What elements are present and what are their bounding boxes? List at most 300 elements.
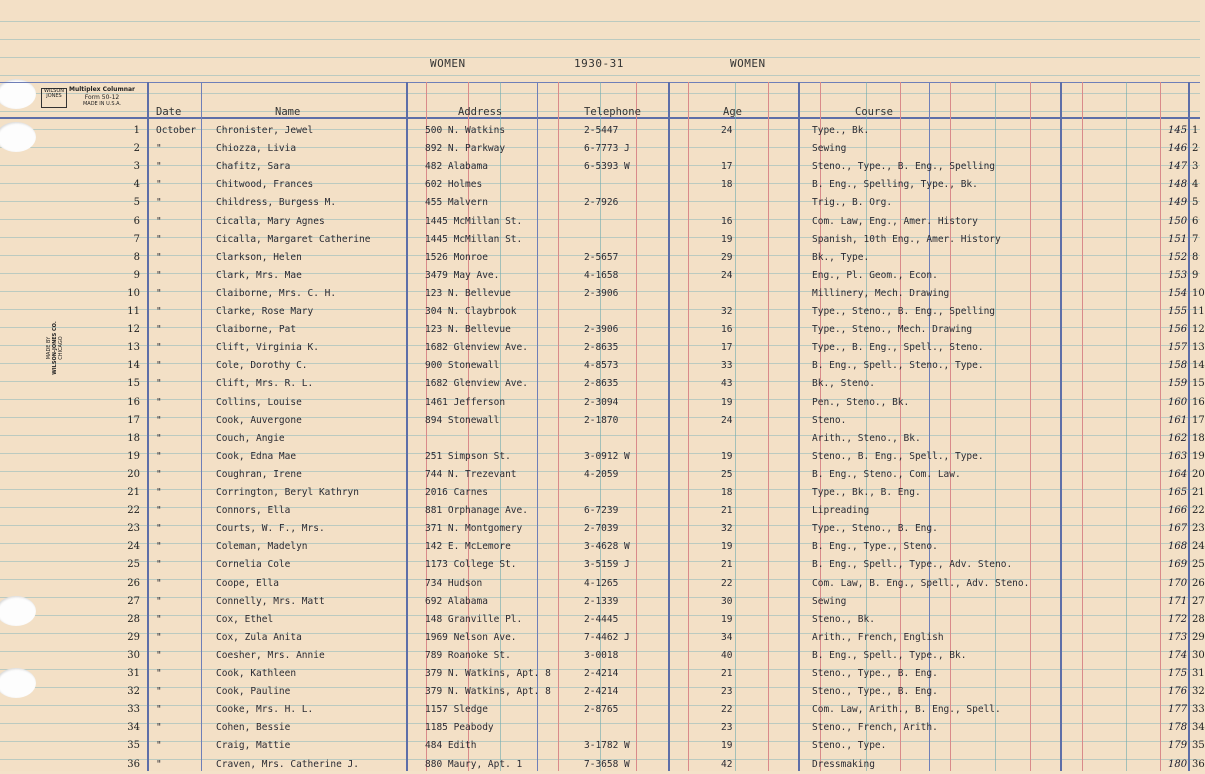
handwritten-number: 161 [1168,414,1188,426]
age-cell: 19 [721,450,733,462]
table-row [0,719,1205,737]
name-cell: Connors, Ella [216,505,291,517]
right-row-number: 14 [1192,360,1205,372]
row-number: 20 [127,468,140,480]
right-row-number: 7 [1192,233,1199,245]
right-row-number: 18 [1192,432,1205,444]
table-row [0,321,1205,339]
right-row-number: 2 [1192,143,1199,155]
table-row [0,737,1205,755]
row-number: 10 [127,287,140,299]
address-cell: 1682 Glenview Ave. [425,378,528,390]
telephone-cell: 7-3658 W [584,758,630,770]
name-cell: Claiborne, Mrs. C. H. [216,287,337,299]
name-cell: Cox, Zula Anita [216,631,302,643]
name-cell: Coope, Ella [216,577,279,589]
course-cell: Spanish, 10th Eng., Amer. History [812,233,1001,245]
name-cell: Clarkson, Helen [216,251,302,263]
telephone-cell: 2-8765 [584,704,619,716]
course-cell: Arith., French, English [812,631,944,643]
date-cell: " [156,179,162,191]
telephone-cell: 4-8573 [584,360,619,372]
age-cell: 40 [721,649,733,661]
row-number: 34 [127,722,140,734]
table-row [0,394,1205,412]
telephone-cell: 4-2059 [584,468,619,480]
name-cell: Couch, Angie [216,432,285,444]
handwritten-number: 147 [1168,161,1188,173]
course-cell: Type., Steno., B. Eng. [812,523,938,535]
table-row [0,756,1205,774]
right-row-number: 23 [1192,523,1205,535]
row-number: 32 [127,686,140,698]
address-cell: 251 Simpson St. [425,450,511,462]
address-cell: 484 Edith [425,740,477,752]
right-row-number: 3 [1192,161,1199,173]
name-cell: Claiborne, Pat [216,324,297,336]
right-row-number: 15 [1192,378,1205,390]
handwritten-number: 145 [1168,125,1188,136]
handwritten-number: 177 [1168,704,1188,716]
form-logo-line3: MADE IN U.S.A. [82,101,122,107]
address-cell: 1682 Glenview Ave. [425,342,528,354]
handwritten-number: 160 [1168,396,1188,408]
course-cell: Steno., Type. [812,740,887,752]
address-cell: 1969 Nelson Ave. [425,631,517,643]
course-cell: Sewing [812,595,847,607]
date-cell: " [156,468,162,480]
course-cell: Pen., Steno., Bk. [812,396,910,408]
telephone-cell: 7-4462 J [584,631,630,643]
table-row [0,249,1200,267]
table-row [0,122,1200,140]
age-cell: 25 [721,468,733,480]
name-cell: Clark, Mrs. Mae [216,269,302,281]
row-number: 14 [127,360,140,372]
telephone-cell: 2-8635 [584,342,619,354]
wilson-jones-emblem: WILSON JONES [41,88,67,108]
right-row-number: 6 [1192,215,1199,227]
name-cell: Cook, Kathleen [216,668,297,679]
column-header-telephone: Telephone [584,106,641,118]
telephone-cell: 2-1870 [584,414,619,426]
table-row [0,213,1200,231]
name-cell: Coleman, Madelyn [216,541,308,553]
date-cell: " [156,233,162,245]
address-cell: 602 Holmes [425,179,483,191]
age-cell: 42 [721,758,733,770]
address-cell: 123 N. Bellevue [425,324,511,336]
age-cell: 19 [721,740,733,752]
handwritten-number: 148 [1168,179,1188,191]
telephone-cell: 2-7926 [584,197,619,209]
name-cell: Cook, Auvergone [216,414,302,426]
date-cell: October [156,125,197,136]
course-cell: Bk., Steno. [812,378,875,390]
date-cell: " [156,287,162,299]
address-cell: 1445 McMillan St. [425,233,523,245]
right-row-number: 35 [1192,740,1205,752]
handwritten-number: 157 [1168,342,1188,354]
handwritten-number: 167 [1168,523,1188,535]
table-row [0,611,1205,629]
right-row-number: 13 [1192,342,1205,354]
handwritten-number: 168 [1168,541,1188,553]
row-number: 11 [127,306,140,317]
right-row-number: 27 [1192,595,1205,607]
table-row [0,593,1205,611]
address-cell: 379 N. Watkins, Apt. 8 [425,668,551,679]
handwritten-number: 162 [1168,432,1188,444]
telephone-cell: 6-5393 W [584,161,630,173]
row-number: 31 [127,668,140,679]
course-cell: B. Eng., Spell., Steno., Type. [812,360,984,372]
right-row-number: 25 [1192,559,1205,571]
telephone-cell: 2-7039 [584,523,619,535]
name-cell: Connelly, Mrs. Matt [216,595,325,607]
address-cell: 900 Stonewall [425,360,500,372]
date-cell: " [156,686,162,698]
right-row-number: 22 [1192,505,1205,517]
row-number: 12 [127,324,140,336]
name-cell: Chafitz, Sara [216,161,291,173]
right-row-number: 12 [1192,324,1205,336]
handwritten-number: 169 [1168,559,1188,571]
table-row [0,430,1205,448]
right-row-number: 36 [1192,758,1205,770]
date-cell: " [156,161,162,173]
age-cell: 19 [721,396,733,408]
row-number: 28 [127,613,140,625]
age-cell: 43 [721,378,733,390]
row-number: 2 [133,143,140,155]
age-cell: 16 [721,324,733,336]
handwritten-number: 153 [1168,269,1188,281]
address-cell: 1445 McMillan St. [425,215,523,227]
handwritten-number: 146 [1168,143,1188,155]
header-year: 1930-31 [574,57,624,70]
right-row-number: 31 [1192,668,1205,679]
course-cell: Bk., Type. [812,251,870,263]
date-cell: " [156,505,162,517]
date-cell: " [156,143,162,155]
address-cell: 892 N. Parkway [425,143,506,155]
date-cell: " [156,613,162,625]
handwritten-number: 179 [1168,740,1188,752]
course-cell: Com. Law, Eng., Amer. History [812,215,978,227]
address-cell: 142 E. McLemore [425,541,511,553]
row-number: 35 [127,740,140,752]
course-cell: B. Eng., Spell., Type., Adv. Steno. [812,559,1013,571]
course-cell: Eng., Pl. Geom., Econ. [812,269,938,281]
age-cell: 32 [721,523,733,535]
age-cell: 18 [721,487,733,498]
name-cell: Courts, W. F., Mrs. [216,523,325,535]
handwritten-number: 152 [1168,251,1188,263]
date-cell: " [156,432,162,444]
date-cell: " [156,559,162,571]
age-cell: 33 [721,360,733,372]
header-left-label: WOMEN [430,57,466,70]
telephone-cell: 2-3906 [584,287,619,299]
handwritten-number: 172 [1168,613,1188,625]
course-cell: Steno., Type., B. Eng. [812,686,938,698]
telephone-cell: 2-1339 [584,595,619,607]
row-number: 19 [127,450,140,462]
table-row [0,502,1205,520]
table-row [0,231,1200,249]
right-row-number: 19 [1192,450,1205,462]
column-header-address: Address [458,106,503,118]
row-number: 7 [133,233,140,245]
telephone-cell: 2-3094 [584,396,619,408]
date-cell: " [156,215,162,227]
handwritten-number: 180 [1168,758,1188,770]
course-cell: B. Eng., Steno., Com. Law. [812,468,961,480]
address-cell: 744 N. Trezevant [425,468,517,480]
handwritten-number: 170 [1168,577,1188,589]
telephone-cell: 4-1265 [584,577,619,589]
handwritten-number: 155 [1168,306,1188,317]
name-cell: Coesher, Mrs. Annie [216,649,325,661]
address-cell: 455 Malvern [425,197,488,209]
right-row-number: 16 [1192,396,1205,408]
table-row [0,357,1205,375]
date-cell: " [156,378,162,390]
date-cell: " [156,722,162,734]
date-cell: " [156,342,162,354]
handwritten-number: 176 [1168,686,1188,698]
name-cell: Craig, Mattie [216,740,291,752]
course-cell: Lipreading [812,505,870,517]
row-number: 9 [133,269,140,281]
telephone-cell: 3-1782 W [584,740,630,752]
right-row-number: 9 [1192,269,1199,281]
handwritten-number: 175 [1168,668,1188,679]
date-cell: " [156,758,162,770]
column-header-date: Date [156,106,182,118]
table-row [0,701,1205,719]
right-row-number: 28 [1192,613,1205,625]
age-cell: 22 [721,704,733,716]
course-cell: Sewing [812,143,847,155]
table-row [0,140,1200,158]
right-row-number: 5 [1192,197,1199,209]
course-cell: Trig., B. Org. [812,197,893,209]
date-cell: " [156,631,162,643]
name-cell: Clarke, Rose Mary [216,306,314,317]
right-row-number: 8 [1192,251,1199,263]
telephone-cell: 2-5657 [584,251,619,263]
handwritten-number: 166 [1168,505,1188,517]
row-number: 15 [127,378,140,390]
handwritten-number: 151 [1168,233,1188,245]
date-cell: " [156,197,162,209]
telephone-cell: 2-4214 [584,686,619,698]
table-row [0,629,1205,647]
address-cell: 482 Alabama [425,161,488,173]
age-cell: 24 [721,269,733,281]
right-row-number: 17 [1192,414,1205,426]
table-row [0,158,1200,176]
right-row-number: 1 [1192,125,1199,136]
date-cell: " [156,704,162,716]
course-cell: B. Eng., Spell., Type., Bk. [812,649,967,661]
telephone-cell: 3-4628 W [584,541,630,553]
right-row-number: 21 [1192,487,1205,498]
right-row-number: 20 [1192,468,1205,480]
name-cell: Chiozza, Livia [216,143,297,155]
table-row [0,575,1205,593]
course-cell: Type., Bk. [812,125,870,136]
address-cell: 3479 May Ave. [425,269,500,281]
date-cell: " [156,541,162,553]
name-cell: Clift, Virginia K. [216,342,319,354]
handwritten-number: 164 [1168,468,1188,480]
row-number: 29 [127,631,140,643]
address-cell: 1173 College St. [425,559,517,571]
telephone-cell: 6-7773 J [584,143,630,155]
table-row [0,412,1205,430]
age-cell: 17 [721,342,733,354]
address-cell: 1461 Jefferson [425,396,506,408]
age-cell: 24 [721,414,733,426]
date-cell: " [156,396,162,408]
table-row [0,466,1205,484]
name-cell: Cornelia Cole [216,559,291,571]
address-cell: 371 N. Montgomery [425,523,523,535]
name-cell: Cook, Pauline [216,686,291,698]
date-cell: " [156,360,162,372]
telephone-cell: 2-3906 [584,324,619,336]
telephone-cell: 6-7239 [584,505,619,517]
name-cell: Cicalla, Mary Agnes [216,215,325,227]
name-cell: Craven, Mrs. Catherine J. [216,758,359,770]
course-cell: Steno. [812,414,847,426]
address-cell: 379 N. Watkins, Apt. 8 [425,686,551,698]
name-cell: Cook, Edna Mae [216,450,297,462]
age-cell: 21 [721,505,733,517]
table-row [0,339,1205,357]
course-cell: Millinery, Mech. Drawing [812,287,950,299]
course-cell: Dressmaking [812,758,875,770]
row-number: 36 [127,758,140,770]
row-number: 23 [127,523,140,535]
date-cell: " [156,251,162,263]
table-row [0,194,1200,212]
date-cell: " [156,668,162,679]
address-cell: 500 N. Watkins [425,125,506,136]
course-cell: Arith., Steno., Bk. [812,432,921,444]
column-header-name: Name [275,106,301,118]
right-row-number: 33 [1192,704,1205,716]
table-row [0,448,1205,466]
age-cell: 21 [721,668,733,679]
table-row [0,538,1205,556]
date-cell: " [156,487,162,498]
telephone-cell: 2-5447 [584,125,619,136]
date-cell: " [156,269,162,281]
course-cell: Steno., Bk. [812,613,875,625]
telephone-cell: 3-0018 [584,649,619,661]
handwritten-number: 154 [1168,287,1188,299]
age-cell: 18 [721,179,733,191]
address-cell: 148 Granville Pl. [425,613,523,625]
handwritten-number: 150 [1168,215,1188,227]
row-number: 1 [133,125,140,136]
handwritten-number: 173 [1168,631,1188,643]
right-row-number: 29 [1192,631,1205,643]
table-row [0,556,1205,574]
telephone-cell: 3-5159 J [584,559,630,571]
telephone-cell: 4-1658 [584,269,619,281]
address-cell: 880 Maury, Apt. 1 [425,758,523,770]
course-cell: B. Eng., Type., Steno. [812,541,938,553]
handwritten-number: 158 [1168,360,1188,372]
age-cell: 23 [721,722,733,734]
date-cell: " [156,595,162,607]
name-cell: Cooke, Mrs. H. L. [216,704,314,716]
row-number: 25 [127,559,140,571]
date-cell: " [156,306,162,317]
age-cell: 34 [721,631,733,643]
age-cell: 19 [721,233,733,245]
right-row-number: 4 [1192,179,1199,191]
form-logo-line2: Form 50-12 [84,93,120,101]
course-cell: Com. Law, Arith., B. Eng., Spell. [812,704,1001,716]
course-cell: Type., Steno., Mech. Drawing [812,324,973,336]
age-cell: 23 [721,686,733,698]
column-header-age: Age [723,106,742,118]
row-number: 21 [127,487,140,498]
name-cell: Corrington, Beryl Kathryn [216,487,359,498]
name-cell: Cox, Ethel [216,613,274,625]
date-cell: " [156,649,162,661]
address-cell: 1157 Sledge [425,704,488,716]
date-cell: " [156,740,162,752]
telephone-cell: 3-0912 W [584,450,630,462]
form-logo [41,86,138,114]
age-cell: 22 [721,577,733,589]
course-cell: Type., B. Eng., Spell., Steno. [812,342,984,354]
column-header-course: Course [855,106,893,118]
handwritten-number: 156 [1168,324,1188,336]
course-cell: B. Eng., Spelling, Type., Bk. [812,179,978,191]
manufacturer-mark-line2: WILSON-JONES CO. [52,321,58,375]
address-cell: 123 N. Bellevue [425,287,511,299]
age-cell: 19 [721,613,733,625]
telephone-cell: 2-8635 [584,378,619,390]
handwritten-number: 174 [1168,649,1188,661]
date-cell: " [156,577,162,589]
age-cell: 16 [721,215,733,227]
handwritten-number: 149 [1168,197,1188,209]
table-row [0,665,1205,683]
address-cell: 789 Roanoke St. [425,649,511,661]
handwritten-number: 165 [1168,487,1188,498]
row-number: 8 [133,251,140,263]
course-cell: Steno., French, Arith. [812,722,938,734]
name-cell: Collins, Louise [216,396,302,408]
handwritten-number: 163 [1168,450,1188,462]
row-number: 5 [133,197,140,209]
address-cell: 692 Alabama [425,595,488,607]
table-row [0,683,1205,701]
handwritten-number: 171 [1168,595,1188,607]
telephone-cell: 2-4445 [584,613,619,625]
right-row-number: 10 [1192,287,1205,299]
name-cell: Chronister, Jewel [216,125,314,136]
